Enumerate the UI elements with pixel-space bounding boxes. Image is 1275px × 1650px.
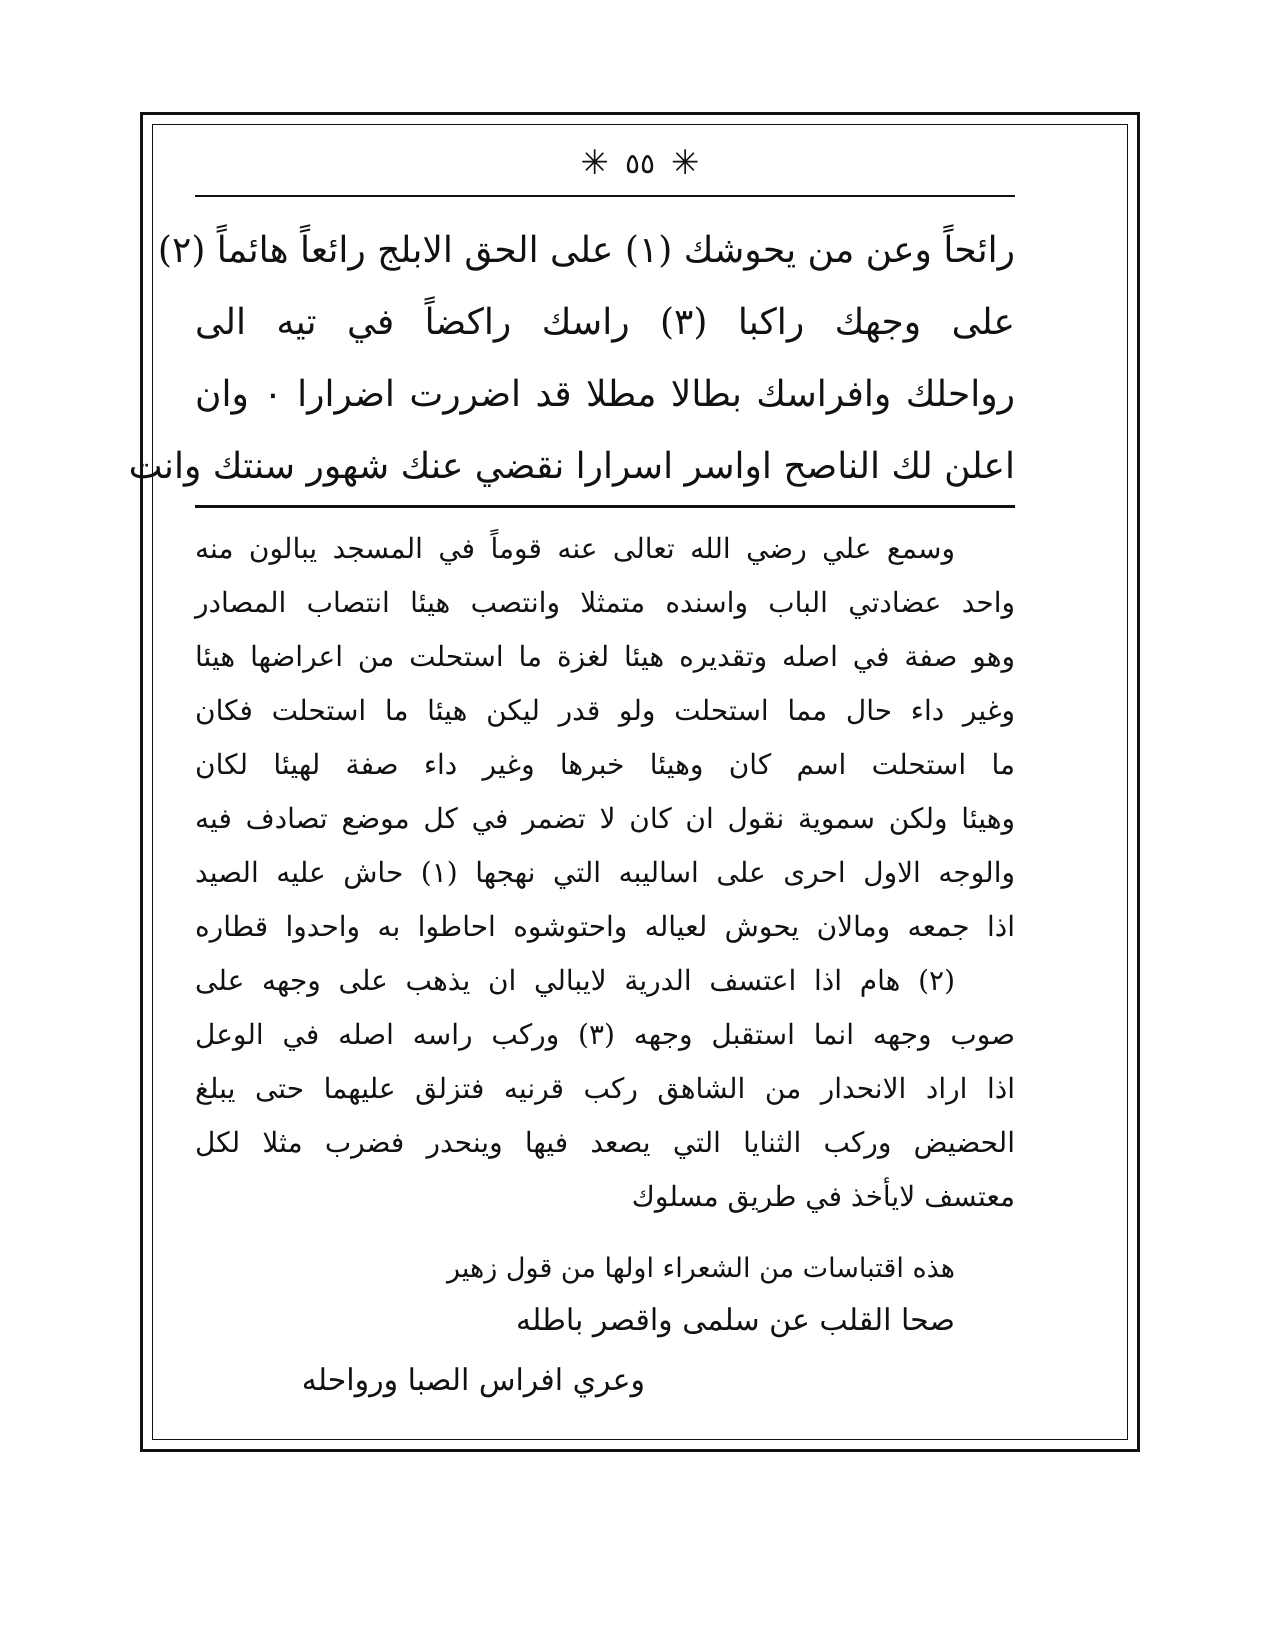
main-text-line: اعلن لك الناصح اواسر اسرارا نقضي عنك شهور سنتك وانت <box>128 446 1015 487</box>
ornament-left-icon: ✳ <box>580 143 609 183</box>
page-number: ٥٥ <box>624 146 656 180</box>
commentary-line: صوب وجهه انما استقبل وجهه (٣) وركب راسه اصله في الوعل <box>195 1018 1016 1051</box>
commentary-block <box>195 522 1015 1224</box>
header-rule <box>195 195 1015 197</box>
commentary-line: معتسف لايأخذ في طريق مسلوك <box>631 1180 1015 1213</box>
main-text-line: على وجهك راكبا (٣) راسك راكضاً في تيه الى <box>195 302 1015 343</box>
commentary-line: واحد عضادتي الباب واسنده متمثلا وانتصب هيئا انتصاب المصادر <box>195 586 1015 619</box>
commentary-line: والوجه الاول احرى على اساليبه التي نهجها (١) حاش عليه الصيد <box>195 856 1015 889</box>
commentary-line: وغير داء حال مما استحلت ولو قدر ليكن هيئا ما استحلت فكان <box>195 694 1015 727</box>
commentary-line: وسمع علي رضي الله تعالى عنه قوماً في المسجد يبالون منه <box>195 532 955 565</box>
commentary-line: (٢) هام اذا اعتسف الدرية لايبالي ان يذهب على وجهه على <box>195 964 955 997</box>
main-text-line: رواحلك وافراسك بطالا مطلا قد اضررت اضرارا ٠ وان <box>195 374 1015 415</box>
poetry-verse-line: صحا القلب عن سلمى واقصر باطله <box>516 1303 955 1338</box>
poetry-block <box>195 1245 1015 1413</box>
main-text-line: رائحاً وعن من يحوشك (١) على الحق الابلج رائعاً هائماً (٢) <box>157 230 1015 271</box>
poetry-intro: هذه اقتباسات من الشعراء اولها من قول زهير <box>446 1253 955 1284</box>
main-text-block <box>128 215 1015 503</box>
commentary-line: وهيئا ولكن سموية نقول ان كان لا تضمر في كل موضع تصادف فيه <box>195 802 1015 835</box>
poetry-verse-line: وعري افراس الصبا ورواحله <box>301 1363 645 1398</box>
commentary-line: اذا اراد الانحدار من الشاهق ركب قرنيه فتزلق عليهما حتى يبلغ <box>195 1072 1015 1105</box>
ornament-right-icon: ✳ <box>671 143 700 183</box>
commentary-line: الحضيض وركب الثنايا التي يصعد فيها وينحدر فضرب مثلا لكل <box>195 1126 1015 1159</box>
commentary-line: اذا جمعه ومالان يحوش لعياله واحتوشوه احاطوا به واحدوا قطاره <box>195 910 1015 943</box>
section-divider <box>195 505 1015 508</box>
commentary-line: ما استحلت اسم كان وهيئا خبرها وغير داء صفة لهيئا لكان <box>195 748 1015 781</box>
commentary-line: وهو صفة في اصله وتقديره هيئا لغزة ما استحلت من اعراضها هيئا <box>195 640 1015 673</box>
page-header <box>152 138 1128 188</box>
